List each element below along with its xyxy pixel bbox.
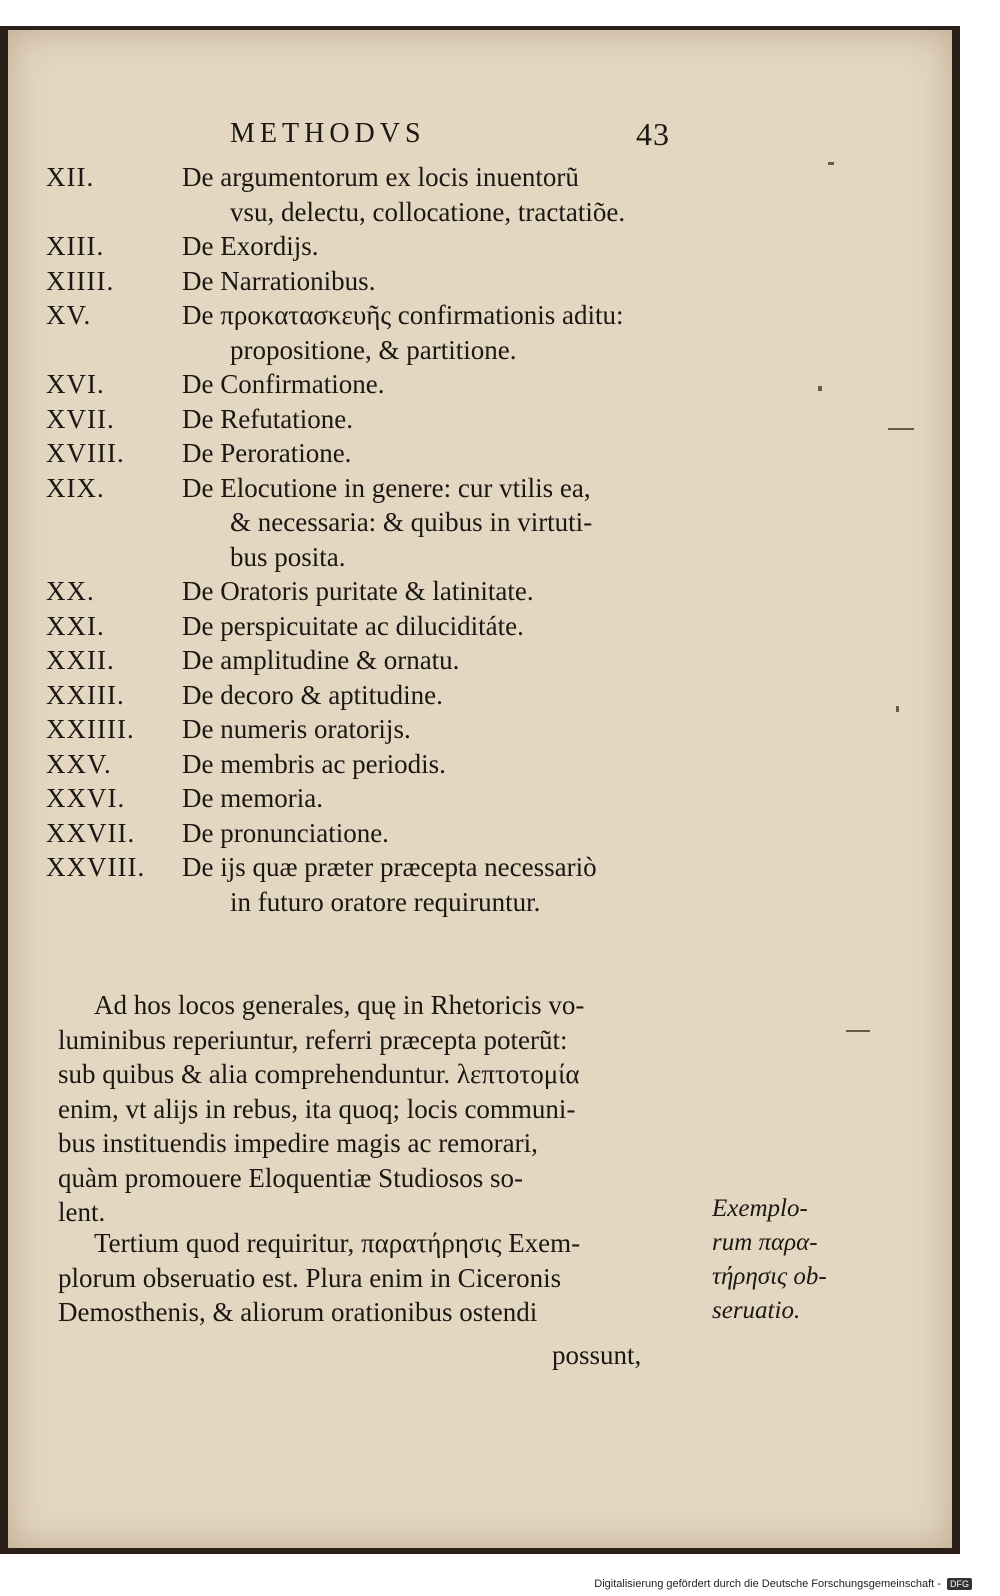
paragraph-loci: [58, 988, 718, 1230]
chapter-title: De ijs quæ præter præcepta necessariò: [182, 852, 597, 882]
chapter-number: XXII.: [46, 645, 115, 675]
chapter-title: De Peroratione.: [182, 438, 352, 468]
text-line: luminibus reperiuntur, referri præcepta poterũt:: [58, 1024, 568, 1055]
chapter-number: XXVI.: [46, 783, 126, 813]
chapter-title: De Confirmatione.: [182, 369, 385, 399]
chapter-entry: [46, 229, 726, 264]
chapter-number: XIIII.: [46, 265, 115, 296]
paragraph-exempla: [58, 1226, 718, 1330]
chapter-title: De προκατασκευῆς confirmationis aditu:: [182, 300, 624, 330]
chapter-number: XXV.: [46, 748, 112, 779]
chapter-title: & necessaria: & quibus in virtuti-: [230, 507, 593, 537]
chapter-number: XIII.: [46, 231, 105, 261]
text-line: enim, vt alijs in rebus, ita quoq; locis communi-: [58, 1093, 576, 1124]
chapter-number: XII.: [46, 162, 95, 192]
ink-speck: [888, 428, 914, 430]
chapter-entry: [46, 678, 726, 713]
margin-note-line: seruatio.: [712, 1297, 801, 1324]
text-line: lent.: [58, 1197, 106, 1227]
chapter-title: De amplitudine & ornatu.: [182, 645, 460, 675]
chapter-number: XXVIII.: [46, 852, 146, 882]
chapter-number: XX.: [46, 576, 95, 606]
chapter-title: De decoro & aptitudine.: [182, 679, 443, 710]
catchword: possunt,: [552, 1340, 642, 1370]
chapter-entry: [46, 643, 726, 678]
margin-note: [712, 1192, 852, 1328]
chapter-title: bus posita.: [230, 541, 346, 572]
page-number: 43: [636, 116, 670, 152]
chapter-entry: [46, 160, 726, 229]
chapter-title: De membris ac periodis.: [182, 748, 446, 779]
chapter-entry: [46, 747, 726, 782]
chapter-title: De memoria.: [182, 783, 323, 813]
chapter-title: De Exordijs.: [182, 231, 319, 261]
chapter-number: XXIIII.: [46, 714, 135, 744]
ink-speck: [828, 162, 834, 165]
chapter-number: XXI.: [46, 610, 105, 641]
running-title: METHODVS: [230, 118, 426, 149]
chapter-number: XVII.: [46, 403, 115, 434]
chapter-title: in futuro oratore requiruntur.: [230, 886, 541, 917]
chapter-number: XXIII.: [46, 679, 125, 710]
ink-speck: [818, 386, 822, 391]
chapter-entry: [46, 298, 726, 367]
ink-speck: [846, 1030, 870, 1032]
text-line: sub quibus & alia comprehenduntur. λεπτοτομία: [58, 1059, 580, 1089]
text-line: Demosthenis, & aliorum orationibus ostendi: [58, 1297, 538, 1327]
ink-speck: [896, 706, 899, 712]
chapter-number: XXVII.: [46, 817, 136, 848]
credit-text: Digitalisierung gefördert durch die Deutsche Forschungsgemeinschaft -: [594, 1578, 941, 1590]
chapter-entry: [46, 850, 726, 919]
text-line: Tertium quod requiritur, παρατήρησις Exem-: [94, 1228, 581, 1258]
chapter-entry: [46, 609, 726, 644]
text-line: quàm promouere Eloquentiæ Studiosos so-: [58, 1162, 523, 1193]
chapter-number: XVIII.: [46, 438, 125, 468]
chapter-number: XVI.: [46, 369, 105, 399]
chapter-title: vsu, delectu, collocatione, tractatiõe.: [230, 196, 626, 227]
running-header: [230, 118, 690, 158]
chapter-entry: [46, 402, 726, 437]
book-page: [8, 30, 952, 1548]
chapter-title: De pronunciatione.: [182, 817, 389, 848]
chapter-list: [46, 160, 726, 919]
scan-background: [0, 26, 960, 1554]
chapter-number: XV.: [46, 300, 92, 330]
chapter-number: XIX.: [46, 472, 105, 503]
chapter-entry: [46, 264, 726, 299]
chapter-entry: [46, 816, 726, 851]
chapter-entry: [46, 436, 726, 471]
dfg-logo: DFG: [947, 1578, 972, 1590]
chapter-title: De perspicuitate ac diluciditáte.: [182, 610, 524, 641]
digitization-credit: [594, 1578, 972, 1590]
chapter-entry: [46, 574, 726, 609]
chapter-title: De argumentorum ex locis inuentorũ: [182, 162, 579, 192]
chapter-entry: [46, 781, 726, 816]
chapter-title: De numeris oratorijs.: [182, 714, 411, 744]
chapter-entry: [46, 712, 726, 747]
text-line: bus instituendis impedire magis ac remorari,: [58, 1128, 538, 1158]
chapter-entry: [46, 471, 726, 575]
margin-note-line: Exemplo-: [712, 1195, 808, 1222]
chapter-title: propositione, & partitione.: [230, 334, 517, 365]
chapter-title: De Elocutione in genere: cur vtilis ea,: [182, 472, 591, 503]
chapter-title: De Narrationibus.: [182, 265, 376, 296]
text-line: plorum obseruatio est. Plura enim in Ciceronis: [58, 1262, 562, 1293]
chapter-title: De Oratoris puritate & latinitate.: [182, 576, 534, 606]
chapter-title: De Refutatione.: [182, 403, 353, 434]
margin-note-line: rum παρα-: [712, 1229, 818, 1256]
chapter-entry: [46, 367, 726, 402]
margin-note-line: τήρησις ob-: [712, 1263, 827, 1290]
text-line: Ad hos locos generales, quę in Rhetoricis vo-: [94, 990, 585, 1020]
